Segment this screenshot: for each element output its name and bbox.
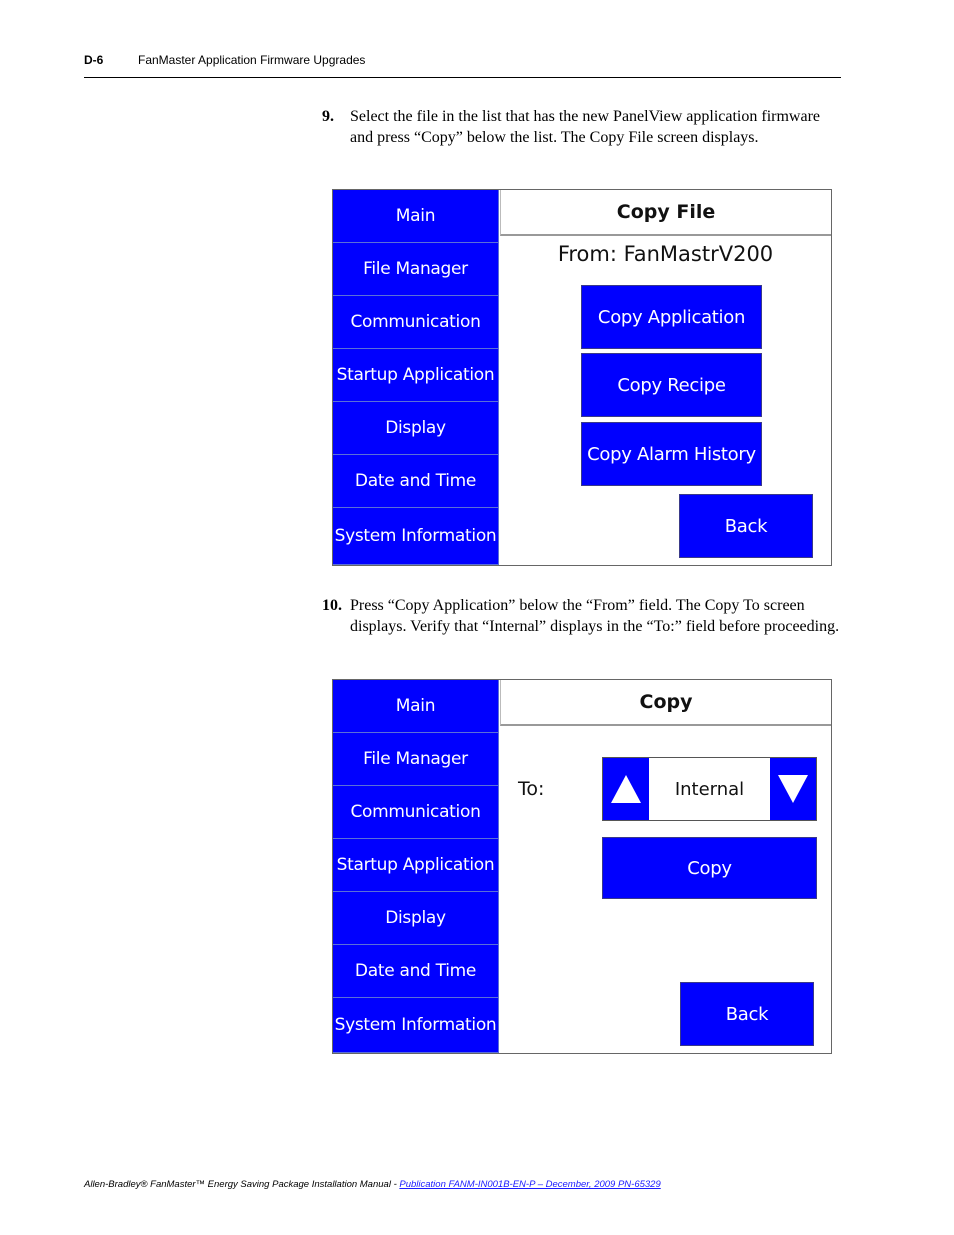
arrow-up-icon bbox=[609, 773, 643, 805]
nav-startup-application[interactable]: Startup Application bbox=[333, 839, 499, 892]
nav-system-information[interactable]: System Information bbox=[333, 998, 499, 1053]
nav-file-manager[interactable]: File Manager bbox=[333, 733, 499, 786]
copy-recipe-button[interactable]: Copy Recipe bbox=[581, 353, 762, 417]
step-number: 9. bbox=[322, 108, 334, 125]
arrow-down-icon bbox=[776, 773, 810, 805]
screen-title: Copy File bbox=[500, 190, 831, 236]
nav-display[interactable]: Display bbox=[333, 402, 499, 455]
destination-value: Internal bbox=[674, 778, 745, 800]
nav-communication[interactable]: Communication bbox=[333, 296, 499, 349]
copy-alarm-history-button[interactable]: Copy Alarm History bbox=[581, 422, 762, 486]
to-label: To: bbox=[518, 778, 545, 800]
copy-to-screen bbox=[332, 679, 832, 1054]
from-label: From: FanMastrV200 bbox=[557, 242, 774, 266]
nav-startup-application[interactable]: Startup Application bbox=[333, 349, 499, 402]
back-button[interactable]: Back bbox=[680, 982, 814, 1046]
nav-system-information[interactable]: System Information bbox=[333, 508, 499, 565]
scroll-up-button[interactable] bbox=[603, 758, 649, 820]
nav-date-and-time[interactable]: Date and Time bbox=[333, 945, 499, 998]
screen-title: Copy bbox=[500, 680, 831, 726]
nav-main[interactable]: Main bbox=[333, 680, 499, 733]
copy-button[interactable]: Copy bbox=[602, 837, 817, 899]
copy-application-button[interactable]: Copy Application bbox=[581, 285, 762, 349]
page-header bbox=[84, 53, 366, 67]
nav-communication[interactable]: Communication bbox=[333, 786, 499, 839]
back-button[interactable]: Back bbox=[679, 494, 813, 558]
nav-main[interactable]: Main bbox=[333, 190, 499, 243]
nav-file-manager[interactable]: File Manager bbox=[333, 243, 499, 296]
step-number: 10. bbox=[322, 597, 342, 614]
destination-selector bbox=[602, 757, 817, 821]
nav-date-and-time[interactable]: Date and Time bbox=[333, 455, 499, 508]
header-divider bbox=[84, 77, 841, 78]
scroll-down-button[interactable] bbox=[770, 758, 816, 820]
manual-title: Allen-Bradley® FanMaster™ Energy Saving Package Installation Manual - bbox=[84, 1179, 400, 1190]
page-number: D-6 bbox=[84, 53, 104, 67]
section-title: FanMaster Application Firmware Upgrades bbox=[138, 53, 366, 67]
step-text: Select the file in the list that has the new PanelView application firmware and press “Copy” below the list. The Copy File screen displays. bbox=[350, 108, 820, 146]
nav-display[interactable]: Display bbox=[333, 892, 499, 945]
page-footer bbox=[84, 1179, 661, 1190]
step-text: Press “Copy Application” below the “From” field. The Copy To screen displays. Verify that “Internal” displays in the “To:” field before proceeding. bbox=[350, 597, 840, 635]
publication-link[interactable]: Publication FANM-IN001B-EN-P – December, 2009 PN-65329 bbox=[399, 1179, 661, 1190]
copy-file-screen bbox=[332, 189, 832, 566]
